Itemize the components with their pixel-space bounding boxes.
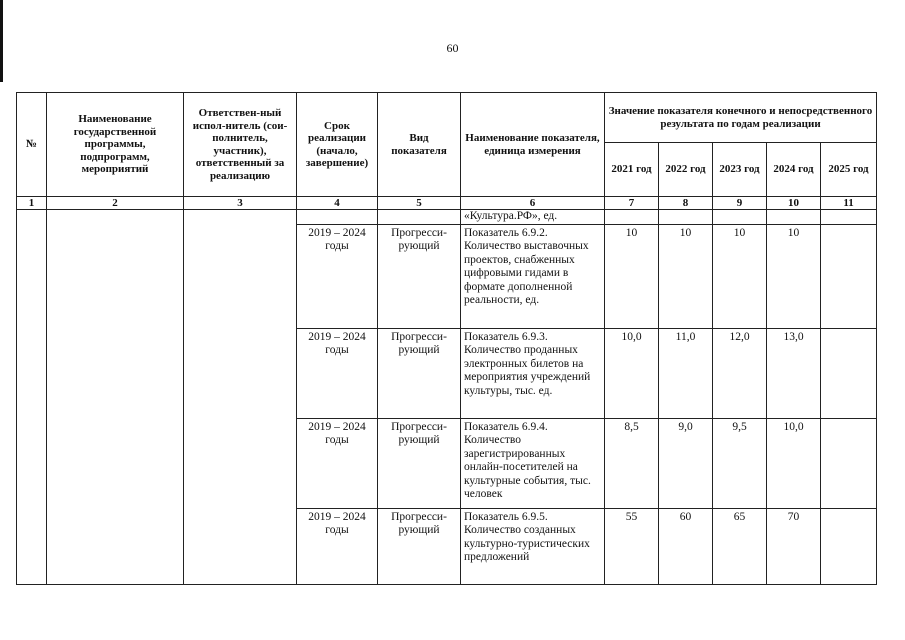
header-values-group: Значение показателя конечного и непосредственного результата по годам реализации: [605, 93, 877, 143]
indicator-type-cell: Прогресси-рующий: [378, 328, 461, 418]
value-cell: [659, 210, 713, 225]
page-number: 60: [446, 41, 459, 55]
indicator-type-cell: Прогресси-рующий: [378, 418, 461, 508]
value-cell: 10: [713, 224, 767, 328]
value-cell: 65: [713, 508, 767, 584]
value-cell: 55: [605, 508, 659, 584]
value-cell: 70: [767, 508, 821, 584]
value-cell: 10: [605, 224, 659, 328]
value-cell: [821, 328, 877, 418]
header-indicator-name: Наименование показателя, единица измерения: [461, 93, 605, 197]
value-cell: [821, 508, 877, 584]
period-cell: 2019 – 2024 годы: [297, 224, 378, 328]
value-cell: 12,0: [713, 328, 767, 418]
value-cell: 9,5: [713, 418, 767, 508]
responsible-cell: [184, 210, 297, 585]
header-period: Срок реализации (начало, завершение): [297, 93, 378, 197]
column-number: 8: [659, 197, 713, 210]
value-cell: [821, 224, 877, 328]
value-cell: 10,0: [767, 418, 821, 508]
header-year: 2022 год: [659, 143, 713, 197]
indicator-type-cell: [378, 210, 461, 225]
column-number: 11: [821, 197, 877, 210]
column-number: 1: [17, 197, 47, 210]
value-cell: 11,0: [659, 328, 713, 418]
period-cell: 2019 – 2024 годы: [297, 418, 378, 508]
value-cell: 13,0: [767, 328, 821, 418]
value-cell: [821, 210, 877, 225]
indicator-name-cell: Показатель 6.9.4. Количество зарегистрированных онлайн-посетителей на культурные события, тыс. человек: [461, 418, 605, 508]
header-year: 2024 год: [767, 143, 821, 197]
indicator-name-cell: Показатель 6.9.2. Количество выставочных проектов, снабженных цифровыми гидами в формате дополненной реальности, ед.: [461, 224, 605, 328]
header-indicator-type: Вид показателя: [378, 93, 461, 197]
period-cell: 2019 – 2024 годы: [297, 508, 378, 584]
value-cell: [605, 210, 659, 225]
column-number: 7: [605, 197, 659, 210]
indicator-type-cell: Прогресси-рующий: [378, 224, 461, 328]
period-cell: [297, 210, 378, 225]
column-number: 10: [767, 197, 821, 210]
value-cell: 9,0: [659, 418, 713, 508]
value-cell: [821, 418, 877, 508]
value-cell: [767, 210, 821, 225]
value-cell: 60: [659, 508, 713, 584]
column-number: 9: [713, 197, 767, 210]
header-program-name: Наименование государственной программы, подпрограмм, мероприятий: [47, 93, 184, 197]
indicators-table: [16, 92, 877, 585]
header-number: №: [17, 93, 47, 197]
value-cell: [713, 210, 767, 225]
period-cell: 2019 – 2024 годы: [297, 328, 378, 418]
header-year: 2025 год: [821, 143, 877, 197]
indicator-name-cell: Показатель 6.9.5. Количество созданных культурно-туристических предложений: [461, 508, 605, 584]
indicator-type-cell: Прогресси-рующий: [378, 508, 461, 584]
header-year: 2021 год: [605, 143, 659, 197]
value-cell: 10,0: [605, 328, 659, 418]
header-responsible: Ответствен-ный испол-нитель (сои-полнитель, участник), ответственный за реализацию: [184, 93, 297, 197]
column-number: 5: [378, 197, 461, 210]
value-cell: 10: [767, 224, 821, 328]
value-cell: 8,5: [605, 418, 659, 508]
indicator-name-cell: Показатель 6.9.3. Количество проданных электронных билетов на мероприятия учреждений культуры, тыс. ед.: [461, 328, 605, 418]
column-number: 6: [461, 197, 605, 210]
number-cell: [17, 210, 47, 585]
column-number: 2: [47, 197, 184, 210]
column-number: 3: [184, 197, 297, 210]
header-year: 2023 год: [713, 143, 767, 197]
column-number: 4: [297, 197, 378, 210]
value-cell: 10: [659, 224, 713, 328]
program-name-cell: [47, 210, 184, 585]
continued-indicator-cell: «Культура.РФ», ед.: [461, 210, 605, 225]
